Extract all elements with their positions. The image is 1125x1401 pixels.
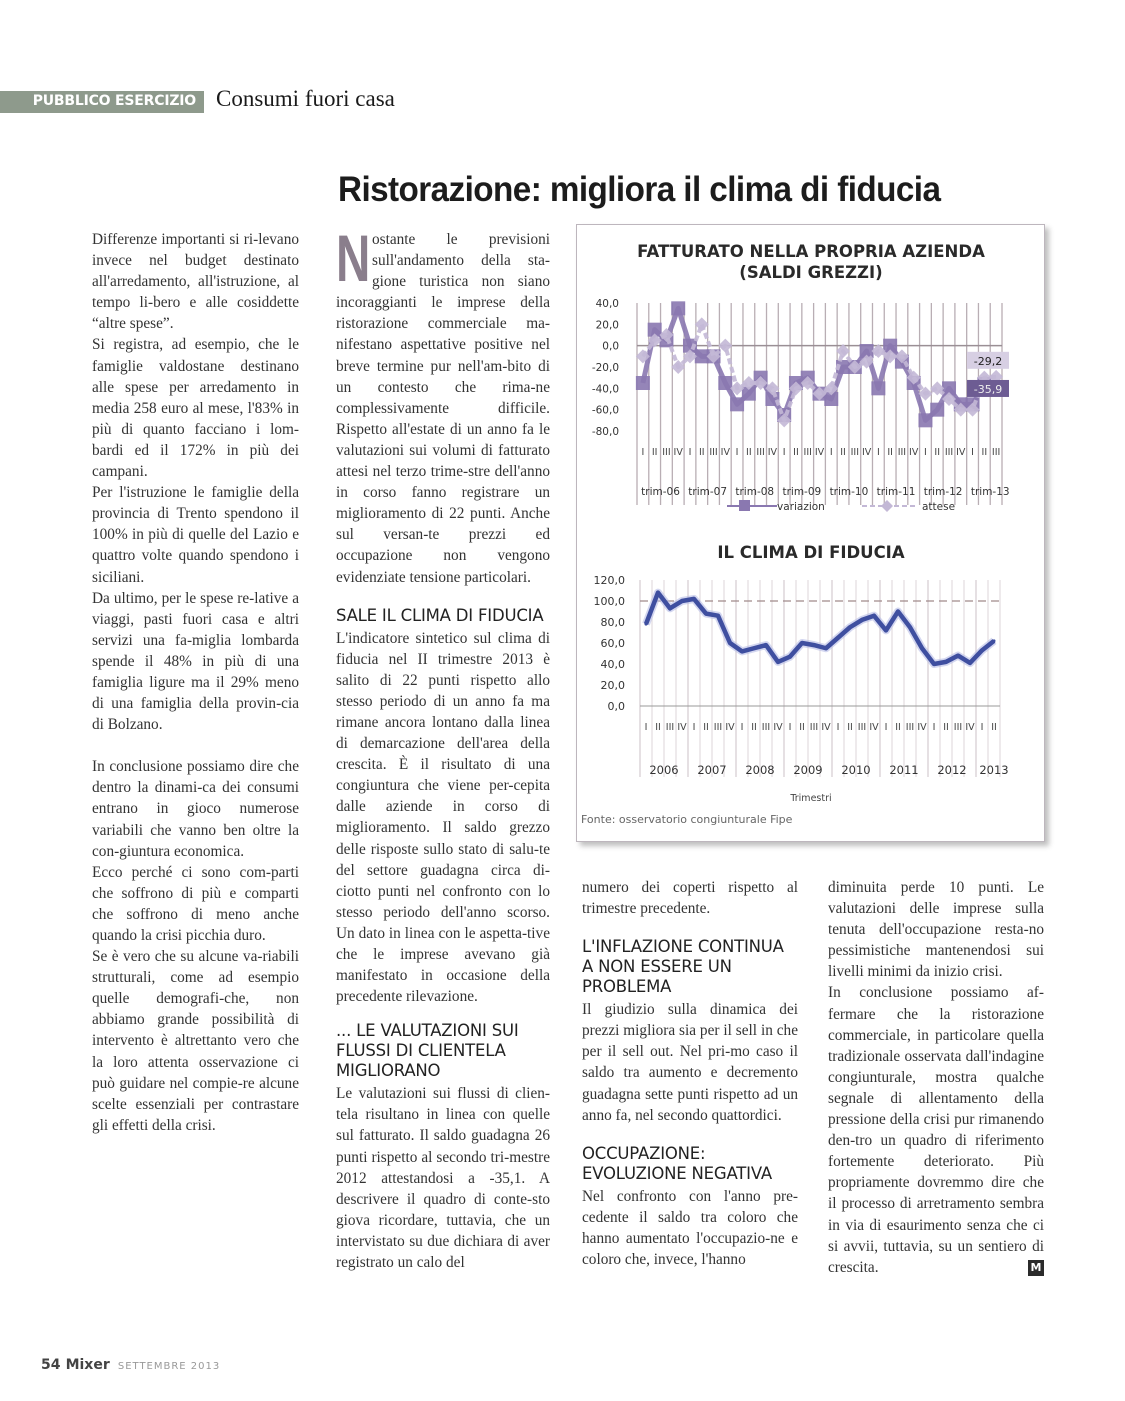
chart2-quarter-label: IV xyxy=(821,722,831,733)
chart2-quarter-label: III xyxy=(665,722,675,733)
paragraph: numero dei coperti rispetto al trimestre precedente. xyxy=(582,879,798,918)
paragraph: Differenze importanti si ri-levano invece nel budget destinato all'arredamento, all'istruzione, al tempo li-bero e alle cosiddette “altre spese”. xyxy=(92,231,299,333)
subheading-valutazioni: ... LE VALUTAZIONI SUI FLUSSI DI CLIENTELA MIGLIORANO xyxy=(336,1021,519,1081)
chart1-ytick-label: 20,0 xyxy=(595,319,619,332)
chart1-quarter-label: IV xyxy=(956,447,966,458)
paragraph: Il giudizio sulla dinamica dei prezzi migliora sia per il sell in che per il sell out. Nel pri-mo caso il saldo tra aumento e decremento guadagna sette punti rispetto ad un anno fa, nel secondo quattordici. xyxy=(582,1001,798,1124)
chart1-point-variazion xyxy=(930,403,944,417)
chart2-data-point xyxy=(801,642,804,645)
chart2-data-point xyxy=(825,647,828,650)
chart-source: Fonte: osservatorio congiunturale Fipe xyxy=(581,813,793,826)
chart2-year-label: 2011 xyxy=(889,763,919,777)
chart1-year-label: trim-06 xyxy=(641,486,680,498)
chart2-xlabel: Trimestri xyxy=(790,793,832,804)
chart1-year-label: trim-08 xyxy=(735,486,775,498)
chart2-data-point xyxy=(789,655,792,658)
charts-svg xyxy=(577,225,1046,843)
chart2-data-point xyxy=(657,591,660,594)
chart2-data-point xyxy=(993,639,996,642)
chart1-ytick-label: 0,0 xyxy=(602,340,619,353)
chart2-quarter-label: II xyxy=(655,722,661,733)
end-mark-icon: M xyxy=(1028,1260,1044,1276)
chart1-quarter-label: I xyxy=(688,447,692,458)
chart2-data-point xyxy=(765,644,768,647)
chart1-quarter-label: I xyxy=(735,447,739,458)
subheading-occupazione: OCCUPAZIONE: EVOLUZIONE NEGATIVA xyxy=(582,1143,772,1183)
chart2-data-point xyxy=(741,650,744,653)
issue-date: SETTEMBRE 2013 xyxy=(117,1361,221,1372)
chart2-quarter-label: II xyxy=(943,722,949,733)
chart2-quarter-label: III xyxy=(857,722,867,733)
chart2-data-point xyxy=(909,626,912,629)
subheading-clima: SALE IL CLIMA DI FIDUCIA xyxy=(336,605,544,625)
chart-panel xyxy=(576,224,1045,842)
page-number: 54 xyxy=(41,1357,61,1373)
paragraph-text: In conclusione possiamo af-fermare che la ristorazione commerciale, in particolare quella tradizionale osservata dall'indagine congiunturale, mostra qualche segnale di allentamento della pressione della crisi pur rimanendo den-tro un quadro di riferimento fortemente deteriorato. Più propriamente dovremmo dire che il processo di arretramento sembra in via di esaurimento senza che ci si avvii, tuttavia, su un sentiero di crescita. xyxy=(828,984,1044,1276)
chart2-ytick-label: 60,0 xyxy=(600,637,625,650)
chart2-quarter-label: II xyxy=(847,722,853,733)
chart1-ytick-label: -40,0 xyxy=(591,383,619,396)
chart2-data-point xyxy=(717,614,720,617)
chart2-data-point xyxy=(873,614,876,617)
chart2-data-point xyxy=(669,607,672,610)
chart1-quarter-label: IV xyxy=(861,447,872,458)
chart2-quarter-label: III xyxy=(809,722,819,733)
chart1-annotation-variazion: -35,9 xyxy=(973,382,1003,396)
chart2-quarter-label: I xyxy=(692,722,696,733)
chart1-annotation-attese: -29,2 xyxy=(973,354,1003,368)
chart2-ytick-label: 0,0 xyxy=(607,700,625,713)
chart1-quarter-label: II xyxy=(981,447,988,458)
chart2-year-label: 2009 xyxy=(793,763,823,777)
chart1-legend-marker-attese xyxy=(881,500,893,512)
chart1-quarter-label: I xyxy=(782,447,786,458)
chart2-ytick-label: 20,0 xyxy=(600,679,625,692)
paragraph: Ecco perché ci sono com-parti che soffrono di più e comparti che soffrono di meno anche quando la crisi picchia duro. xyxy=(92,863,299,944)
chart1-quarter-label: II xyxy=(840,447,846,458)
chart2-data-point xyxy=(681,600,684,603)
chart2-data-point xyxy=(981,649,984,652)
chart2-data-point xyxy=(921,647,924,650)
chart2-quarter-label: II xyxy=(703,722,709,733)
article-column-4 xyxy=(828,877,1044,1278)
chart2-quarter-label: I xyxy=(644,722,648,733)
chart2-data-point xyxy=(705,612,708,615)
chart2-data-point xyxy=(945,660,948,663)
chart1-quarter-label: I xyxy=(641,447,645,458)
chart2-year-label: 2008 xyxy=(745,763,775,777)
chart1-ytick-label: -20,0 xyxy=(591,362,619,374)
chart2-data-point xyxy=(813,644,816,647)
chart2-year-label: 2006 xyxy=(649,763,679,777)
chart1-quarter-label: III xyxy=(756,447,765,458)
chart1-ytick-label: -60,0 xyxy=(591,404,619,417)
chart1-quarter-label: III xyxy=(991,447,1001,458)
chart1-quarter-label: II xyxy=(934,447,941,458)
chart2-quarter-label: III xyxy=(953,722,963,733)
chart1-quarter-label: IV xyxy=(673,447,683,458)
chart1-subtitle: (SALDI GREZZI) xyxy=(739,263,883,282)
chart1-quarter-label: III xyxy=(850,447,860,458)
chart2-quarter-label: I xyxy=(788,722,792,733)
chart1-year-label: trim-12 xyxy=(923,486,963,498)
chart2-year-label: 2010 xyxy=(841,763,871,777)
chart1-quarter-label: IV xyxy=(720,447,730,458)
chart1-quarter-label: III xyxy=(803,447,812,458)
paragraph xyxy=(828,982,1044,1277)
chart1-ytick-label: -80,0 xyxy=(591,426,619,438)
chart2-data-point xyxy=(861,618,864,621)
chart1-title: FATTURATO NELLA PROPRIA AZIENDA xyxy=(637,242,985,261)
chart2-quarter-label: II xyxy=(991,722,997,733)
chart2-quarter-label: I xyxy=(980,722,984,733)
chart1-quarter-label: II xyxy=(651,447,658,458)
chart1-quarter-label: II xyxy=(793,447,799,458)
chart1-legend-marker-variazion xyxy=(739,500,750,511)
chart2-quarter-label: I xyxy=(884,722,888,733)
chart2-title: IL CLIMA DI FIDUCIA xyxy=(717,543,905,562)
chart2-quarter-label: III xyxy=(905,722,915,733)
chart1-year-label: trim-10 xyxy=(829,486,869,498)
chart1-legend-label-attese: attese xyxy=(922,501,956,513)
chart2-ytick-label: 120,0 xyxy=(593,574,625,587)
chart2-quarter-label: II xyxy=(895,722,901,733)
chart1-year-label: trim-11 xyxy=(876,486,916,498)
article-column-2 xyxy=(336,221,550,1273)
chart2-quarter-label: I xyxy=(836,722,840,733)
chart1-quarter-label: IV xyxy=(814,447,825,458)
chart1-ytick-label: 40,0 xyxy=(595,298,619,310)
subheading-inflazione: L'INFLAZIONE CONTINUA A NON ESSERE UN PROBLEMA xyxy=(582,937,784,997)
chart1-quarter-label: III xyxy=(662,447,671,458)
intro-paragraph: ostante le previsioni sull'andamento della sta-gione turistica non siano incoraggianti le imprese della ristorazione commerciale ma-nifestano aspettative positive nel breve termine pur nell'am-bito di un contesto che rima-ne complessivamente difficile. Rispetto all'estate di un anno fa le valutazioni sui volumi di fatturato attesi nel terzo trime-stre dell'anno in corso fanno registrare un miglioramento di 22 punti. Anche sul versan-te prezzi ed occupazione non vengono evidenziate tensione particolari. xyxy=(336,231,550,586)
chart1-quarter-label: I xyxy=(829,447,833,458)
chart1-year-label: trim-09 xyxy=(782,486,822,498)
paragraph: In conclusione possiamo dire che dentro la dinami-ca dei consumi entrano in gioco numerose variabili che vanno ben oltre la con-giuntura economica. xyxy=(92,758,299,860)
chart2-data-point xyxy=(753,647,756,650)
section-label-bar xyxy=(0,91,204,113)
chart2-data-point xyxy=(729,642,732,645)
chart2-data-point xyxy=(897,610,900,613)
chart1-point-attese xyxy=(695,317,709,331)
chart1-year-label: trim-13 xyxy=(970,486,1010,498)
chart2-quarter-label: IV xyxy=(965,722,975,733)
chart2-quarter-label: III xyxy=(713,722,723,733)
chart2-quarter-label: III xyxy=(761,722,771,733)
drop-cap: N xyxy=(336,221,371,295)
paragraph: Da ultimo, per le spese re-lative a viaggi, pasti fuori casa e altri servizi una fa-miglia lombarda spende il 48% in più di una famiglia ligure ma il 29% meno di una famiglia della provin-cia di Bolzano. xyxy=(92,589,299,734)
chart1-quarter-label: III xyxy=(709,447,718,458)
chart1-quarter-label: I xyxy=(924,447,927,458)
chart2-data-point xyxy=(693,597,696,600)
chart1-quarter-label: II xyxy=(887,447,893,458)
chart1-point-variazion xyxy=(871,381,885,395)
chart1-point-variazion xyxy=(718,376,732,390)
chart2-quarter-label: IV xyxy=(917,722,927,733)
chart1-quarter-label: II xyxy=(746,447,752,458)
chart1-legend-label-variazion: variazion xyxy=(777,501,825,513)
paragraph: Per l'istruzione le famiglie della provincia di Trento spendono il 100% in più di quelle del Lazio e quattro volte quando spendono i siciliani. xyxy=(92,484,299,586)
chart1-quarter-label: III xyxy=(897,447,907,458)
chart2-quarter-label: IV xyxy=(725,722,735,733)
chart1-quarter-label: II xyxy=(698,447,705,458)
chart1-quarter-label: IV xyxy=(767,447,778,458)
section-title: Consumi fuori casa xyxy=(216,86,395,111)
chart2-ytick-label: 100,0 xyxy=(593,595,625,608)
chart2-ytick-label: 80,0 xyxy=(600,616,625,629)
section-label: PUBBLICO ESERCIZIO xyxy=(32,93,196,109)
chart2-ytick-label: 40,0 xyxy=(600,658,625,671)
paragraph: Se è vero che su alcune va-riabili strutturali, come ad esempio quelle demografi-che, non abbiamo grande possibilità di intervento è altrettanto vero che la loro attenta osservazione ci può guidare nel compie-re alcune scelte essenziali per contrastare gli effetti della crisi. xyxy=(92,948,299,1134)
chart1-quarter-label: I xyxy=(971,447,974,458)
chart2-data-point xyxy=(885,629,888,632)
chart1-quarter-label: IV xyxy=(909,447,919,458)
chart2-quarter-label: II xyxy=(799,722,805,733)
chart2-quarter-label: I xyxy=(932,722,936,733)
chart2-quarter-label: IV xyxy=(773,722,783,733)
paragraph: Nel confronto con l'anno pre-cedente il saldo tra coloro che hanno aumentato l'occupazio-ne e coloro che, invece, l'hanno xyxy=(582,1187,798,1269)
chart2-data-point xyxy=(645,623,648,626)
chart1-point-variazion xyxy=(636,376,650,390)
chart2-quarter-label: IV xyxy=(869,722,879,733)
chart2-data-point xyxy=(837,636,840,639)
chart2-data-point xyxy=(777,660,780,663)
chart2-quarter-label: II xyxy=(751,722,757,733)
paragraph: diminuita perde 10 punti. Le valutazioni delle imprese sulla tenuta dell'occupazione resta-no pessimistiche mantenendosi sui livelli minimi da inizio crisi. xyxy=(828,879,1044,981)
chart2-data-point xyxy=(969,661,972,664)
paragraph: L'indicatore sintetico sul clima di fiducia nel II trimestre 2013 è salito di 22 punti rispetto allo stesso periodo di un anno fa ma rimane ancora lontano dalla linea di demarcazione dell'area della crescita. È il risultato di una congiuntura che viene per-cepita dalle aziende in corso di miglioramento. Il saldo grezzo delle risposte sullo stato di salu-te del settore guadagna circa di-ciotto punti nel confronto con lo stesso periodo dell'anno scorso. Un dato in linea con le aspetta-tive che le imprese avevano già manifestato in occasione della precedente rilevazione. xyxy=(336,629,550,1006)
magazine-name: Mixer xyxy=(65,1357,110,1373)
chart1-quarter-label: III xyxy=(944,447,954,458)
chart2-year-label: 2007 xyxy=(697,763,727,777)
paragraph: Le valutazioni sui flussi di clien-tela risultano in linea con quelle sul fatturato. Il saldo guadagna 26 punti rispetto al secondo tri-mestre 2012 attestandosi a -35,1. A descrivere il quadro di conte-sto giova ricordare, tuttavia, che un intervistato su due dichiara di aver registrato un calo del xyxy=(336,1085,550,1272)
chart2-data-point xyxy=(849,626,852,629)
chart2-year-label: 2013 xyxy=(979,763,1009,777)
article-column-1 xyxy=(92,229,299,1136)
chart2-year-label: 2012 xyxy=(937,763,967,777)
chart2-data-point xyxy=(957,654,960,657)
chart1-year-label: trim-07 xyxy=(688,486,728,498)
chart1-quarter-label: I xyxy=(876,447,880,458)
chart1-point-variazion xyxy=(671,301,685,315)
chart2-quarter-label: I xyxy=(740,722,744,733)
paragraph: Si registra, ad esempio, che le famiglie valdostane destinano alle spese per arredamento in media 258 euro al mese, l'83% in più di quanto facciano i lom-bardi ed il 172% in più dei campani. xyxy=(92,336,299,481)
article-column-3 xyxy=(582,877,798,1270)
article-headline: Ristorazione: migliora il clima di fiducia xyxy=(338,170,941,209)
chart2-quarter-label: IV xyxy=(677,722,687,733)
page-footer xyxy=(41,1354,220,1373)
chart2-data-point xyxy=(933,663,936,666)
